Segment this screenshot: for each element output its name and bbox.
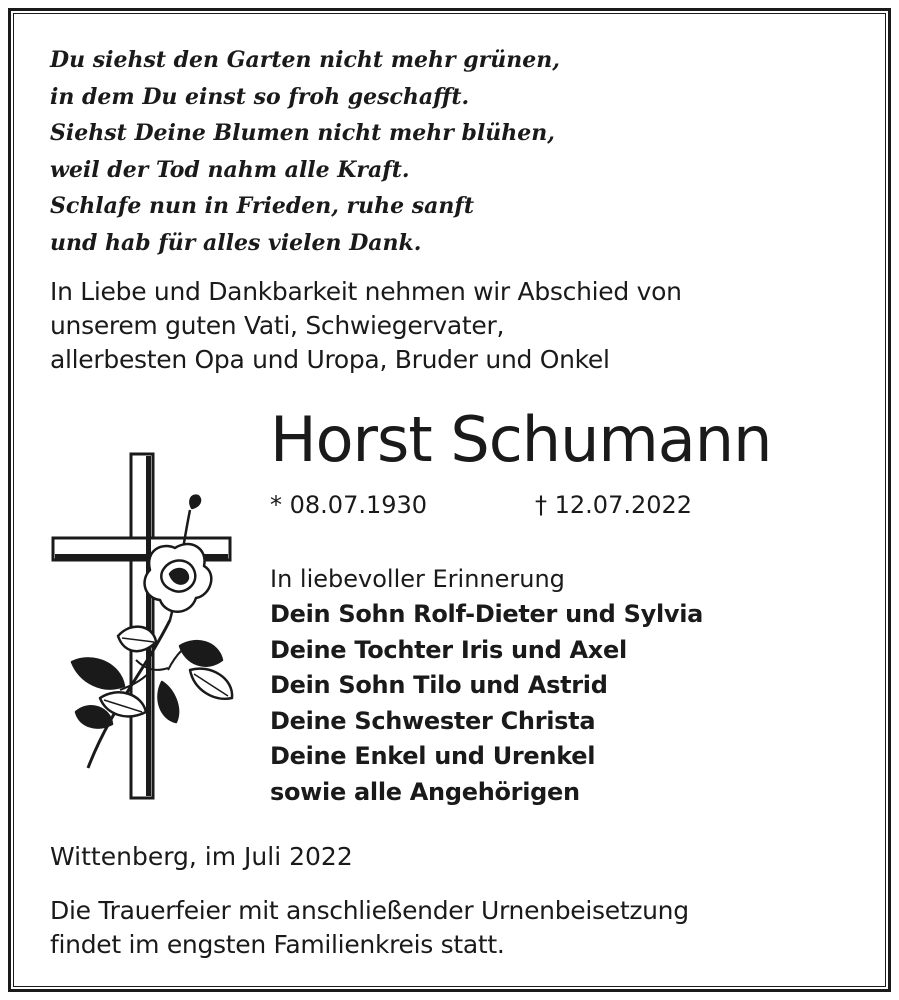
mourner-entry: Deine Schwester Christa bbox=[270, 706, 596, 735]
mourner-entry: Deine Enkel und Urenkel bbox=[270, 742, 596, 770]
intro-line: In Liebe und Dankbarkeit nehmen wir Abschied von bbox=[50, 277, 682, 306]
funeral-line: findet im engsten Familienkreis statt. bbox=[50, 930, 505, 959]
poem-line: und hab für alles vielen Dank. bbox=[50, 229, 422, 256]
poem-line: Schlafe nun in Frieden, ruhe sanft bbox=[50, 193, 475, 219]
farewell-intro bbox=[50, 275, 682, 377]
intro-line: allerbesten Opa und Uropa, Bruder und Onkel bbox=[50, 345, 610, 374]
funeral-line: Die Trauerfeier mit anschließender Urnenbeisetzung bbox=[50, 896, 689, 925]
mourner-entry: Dein Sohn Rolf-Dieter und Sylvia bbox=[270, 600, 704, 628]
poem-line: Du siehst den Garten nicht mehr grünen, bbox=[50, 47, 560, 73]
deceased-name: Horst Schumann bbox=[270, 403, 772, 476]
mourners-list bbox=[270, 597, 703, 810]
place-and-date: Wittenberg, im Juli 2022 bbox=[50, 842, 353, 871]
cross-with-rose-illustration bbox=[50, 450, 240, 810]
mourner-entry: Deine Tochter Iris und Axel bbox=[270, 635, 627, 664]
funeral-note bbox=[50, 894, 689, 962]
birth-date: * 08.07.1930 bbox=[270, 491, 428, 519]
poem-line: in dem Du einst so froh geschafft. bbox=[50, 83, 470, 110]
memorial-poem bbox=[50, 42, 560, 261]
intro-line: unserem guten Vati, Schwiegervater, bbox=[50, 311, 505, 340]
memory-line: In liebevoller Erinnerung bbox=[270, 565, 565, 593]
mourner-entry: sowie alle Angehörigen bbox=[270, 777, 580, 806]
mourner-entry: Dein Sohn Tilo und Astrid bbox=[270, 671, 608, 699]
poem-line: weil der Tod nahm alle Kraft. bbox=[50, 156, 410, 183]
poem-line: Siehst Deine Blumen nicht mehr blühen, bbox=[50, 120, 555, 146]
death-date: † 12.07.2022 bbox=[535, 491, 693, 519]
